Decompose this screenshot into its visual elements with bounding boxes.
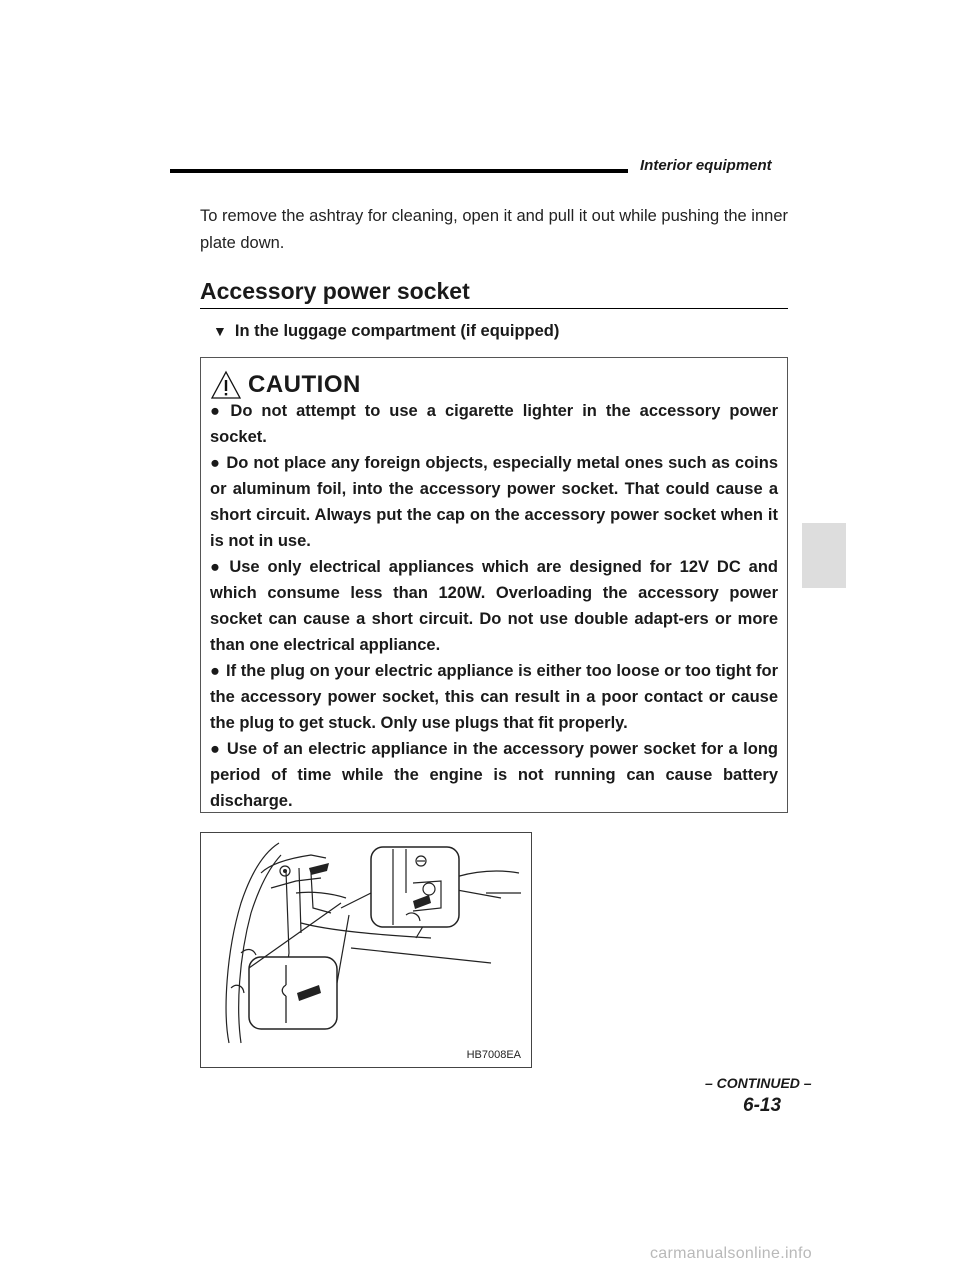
bullet-icon: ●: [210, 402, 225, 420]
caution-item: [210, 450, 778, 554]
caution-item: [210, 398, 778, 450]
section-rule: [200, 308, 788, 309]
subheading-text: In the luggage compartment (if equipped): [234, 322, 560, 340]
subheading: [213, 322, 559, 341]
caution-item-text: Do not place any foreign objects, especially metal ones such as coins or aluminum foil, into the accessory power socket. That could cause a short circuit. Always put the cap on the accessory power socket when it is not in use.: [210, 454, 778, 550]
page-number: 6-13: [743, 1095, 782, 1116]
caution-body: [210, 398, 778, 814]
bullet-icon: ●: [210, 454, 221, 472]
section-title: Accessory power socket: [200, 278, 470, 304]
continued-label: – CONTINUED –: [705, 1075, 812, 1091]
chapter-side-tab: [802, 523, 846, 588]
caution-item-text: Do not attempt to use a cigarette lighter in the accessory power socket.: [210, 402, 778, 446]
header-section-title: Interior equipment: [640, 157, 772, 174]
figure-code: HB7008EA: [466, 1049, 521, 1061]
down-triangle-icon: ▼: [213, 323, 227, 339]
caution-item-text: Use of an electric appliance in the accessory power socket for a long period of time while the engine is not running can cause battery discharge.: [210, 740, 778, 810]
caution-title: CAUTION: [248, 371, 361, 398]
header-rule: [170, 169, 628, 173]
bullet-icon: ●: [210, 740, 221, 758]
caution-item: [210, 658, 778, 736]
caution-item: [210, 554, 778, 658]
caution-item-text: Use only electrical appliances which are designed for 12V DC and which consume less than 120W. Overloading the accessory power socket can cause a short circuit. Do not use double adapt-ers or more than one electrical appliance.: [210, 558, 779, 654]
luggage-compartment-illustration: [201, 833, 531, 1067]
illustration-figure: [200, 832, 532, 1068]
intro-paragraph: To remove the ashtray for cleaning, open it and pull it out while pushing the inner plate down.: [200, 207, 788, 252]
caution-item: [210, 736, 778, 814]
bullet-icon: ●: [210, 662, 221, 680]
caution-box: [200, 357, 788, 813]
watermark: carmanualsonline.info: [650, 1245, 812, 1262]
caution-item-text: If the plug on your electric appliance is either too loose or too tight for the accessory power socket, this can result in a poor contact or cause the plug to get stuck. Only use plugs that fit properly.: [210, 662, 778, 732]
bullet-icon: ●: [210, 558, 224, 576]
